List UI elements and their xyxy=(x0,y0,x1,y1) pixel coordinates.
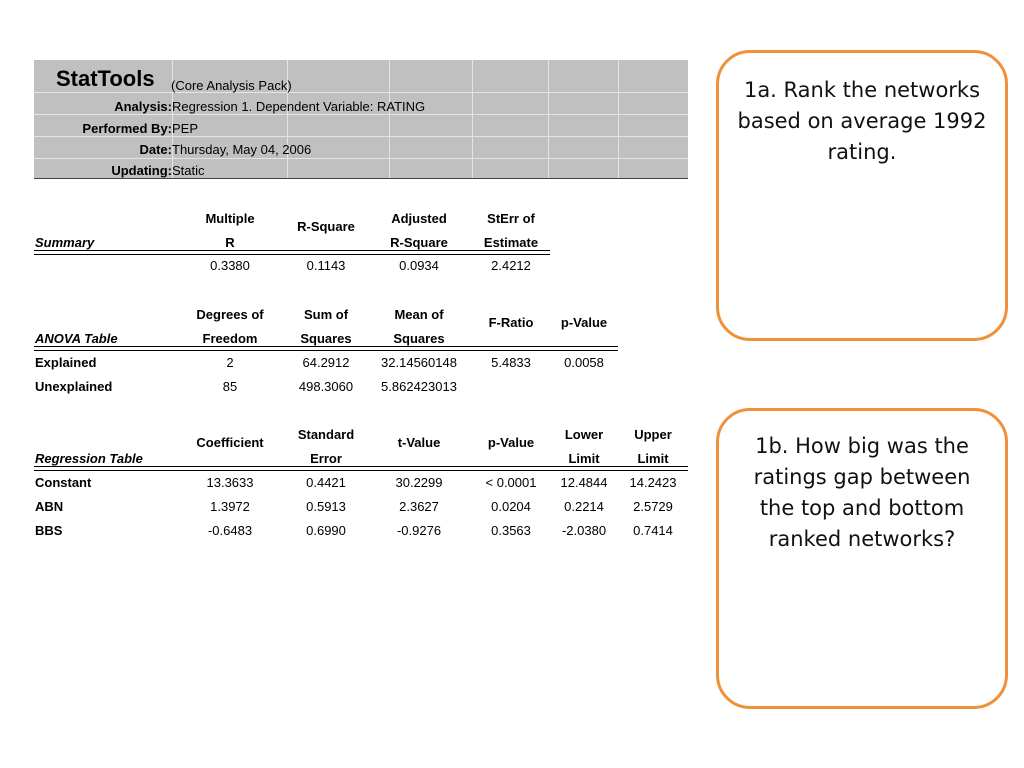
summary-header-adjusted-l2: R-Square xyxy=(390,235,448,250)
regression-row-label-bbs: BBS xyxy=(35,523,63,538)
regression-header-lower-l1: Lower xyxy=(564,427,604,442)
regression-label: Regression Table xyxy=(35,451,143,466)
meta-value-date: Thursday, May 04, 2006 xyxy=(172,142,312,157)
summary-header-sterr-l1: StErr of xyxy=(487,211,535,226)
anova-unexplained-ss: 498.3060 xyxy=(298,379,354,394)
regression-constant-coefficient: 13.3633 xyxy=(206,475,254,490)
summary-value-sterr: 2.4212 xyxy=(491,258,531,273)
regression-constant-p-value: < 0.0001 xyxy=(485,475,537,490)
anova-header-df-l1: Degrees of xyxy=(196,307,264,322)
anova-header-p-value: p-Value xyxy=(560,315,608,330)
regression-constant-upper: 14.2423 xyxy=(629,475,677,490)
regression-header-upper-l2: Limit xyxy=(637,451,669,466)
regression-bbs-std-error: 0.6990 xyxy=(306,523,346,538)
regression-header-lower-l2: Limit xyxy=(568,451,600,466)
regression-header-upper-l1: Upper xyxy=(634,427,672,442)
anova-header-df-l2: Freedom xyxy=(202,331,258,346)
summary-value-r-square: 0.1143 xyxy=(306,258,346,273)
regression-row-label-constant: Constant xyxy=(35,475,92,490)
regression-header-p-value: p-Value xyxy=(487,435,535,450)
question-1a-text: 1a. Rank the networks based on average 1992 rating. xyxy=(737,78,987,164)
regression-header-coefficient: Coefficient xyxy=(196,435,264,450)
regression-bbs-upper: 0.7414 xyxy=(633,523,673,538)
regression-abn-coefficient: 1.3972 xyxy=(210,499,250,514)
regression-constant-lower: 12.4844 xyxy=(560,475,608,490)
anova-unexplained-ms: 5.862423013 xyxy=(381,379,457,394)
meta-key-date: Date: xyxy=(139,142,172,157)
regression-constant-t-value: 30.2299 xyxy=(395,475,443,490)
meta-value-performed-by: PEP xyxy=(172,121,199,136)
regression-bbs-lower: -2.0380 xyxy=(561,523,607,538)
regression-bbs-coefficient: -0.6483 xyxy=(207,523,253,538)
anova-header-f-ratio: F-Ratio xyxy=(488,315,534,330)
anova-header-ms-l1: Mean of xyxy=(394,307,444,322)
question-box-1b xyxy=(716,408,1008,709)
meta-value-analysis: Regression 1. Dependent Variable: RATING xyxy=(172,99,426,114)
regression-header-t-value: t-Value xyxy=(397,435,441,450)
summary-header-sterr-l2: Estimate xyxy=(483,235,539,250)
meta-value-updating: Static xyxy=(172,163,205,178)
brand-title: StatTools xyxy=(56,66,155,91)
anova-unexplained-df: 85 xyxy=(222,379,238,394)
regression-abn-p-value: 0.0204 xyxy=(491,499,531,514)
anova-header-ss-l2: Squares xyxy=(300,331,352,346)
anova-row-label-unexplained: Unexplained xyxy=(35,379,113,394)
regression-double-rule xyxy=(34,466,688,471)
anova-explained-ms: 32.14560148 xyxy=(381,355,457,370)
anova-explained-p-value: 0.0058 xyxy=(564,355,604,370)
regression-constant-std-error: 0.4421 xyxy=(306,475,346,490)
regression-header-std-error-l2: Error xyxy=(310,451,342,466)
summary-value-multiple-r: 0.3380 xyxy=(210,258,250,273)
question-1b-text: 1b. How big was the ratings gap between the top and bottom ranked networks? xyxy=(753,434,971,551)
regression-header-std-error-l1: Standard xyxy=(297,427,355,442)
regression-abn-upper: 2.5729 xyxy=(633,499,673,514)
regression-bbs-t-value: -0.9276 xyxy=(396,523,442,538)
summary-header-multiple-r-l1: Multiple xyxy=(205,211,255,226)
summary-header-adjusted-l1: Adjusted xyxy=(391,211,447,226)
anova-header-ss-l1: Sum of xyxy=(303,307,349,322)
summary-header-r-square: R-Square xyxy=(297,219,355,234)
meta-key-updating: Updating: xyxy=(111,163,172,178)
brand-subtitle: (Core Analysis Pack) xyxy=(171,78,292,93)
regression-abn-t-value: 2.3627 xyxy=(399,499,439,514)
meta-key-performed-by: Performed By: xyxy=(82,121,172,136)
anova-explained-ss: 64.2912 xyxy=(302,355,350,370)
summary-double-rule xyxy=(34,250,550,255)
summary-header-multiple-r-l2: R xyxy=(225,235,235,250)
anova-explained-df: 2 xyxy=(226,355,234,370)
regression-abn-std-error: 0.5913 xyxy=(306,499,346,514)
summary-value-adjusted-r-square: 0.0934 xyxy=(399,258,439,273)
summary-label: Summary xyxy=(35,235,95,250)
meta-key-analysis: Analysis: xyxy=(114,99,172,114)
anova-header-ms-l2: Squares xyxy=(393,331,445,346)
regression-bbs-p-value: 0.3563 xyxy=(491,523,531,538)
anova-explained-f-ratio: 5.4833 xyxy=(491,355,531,370)
anova-double-rule xyxy=(34,346,618,351)
anova-label: ANOVA Table xyxy=(35,331,118,346)
stattools-header xyxy=(34,60,688,179)
regression-abn-lower: 0.2214 xyxy=(564,499,604,514)
question-box-1a xyxy=(716,50,1008,341)
anova-row-label-explained: Explained xyxy=(35,355,97,370)
regression-row-label-abn: ABN xyxy=(35,499,64,514)
